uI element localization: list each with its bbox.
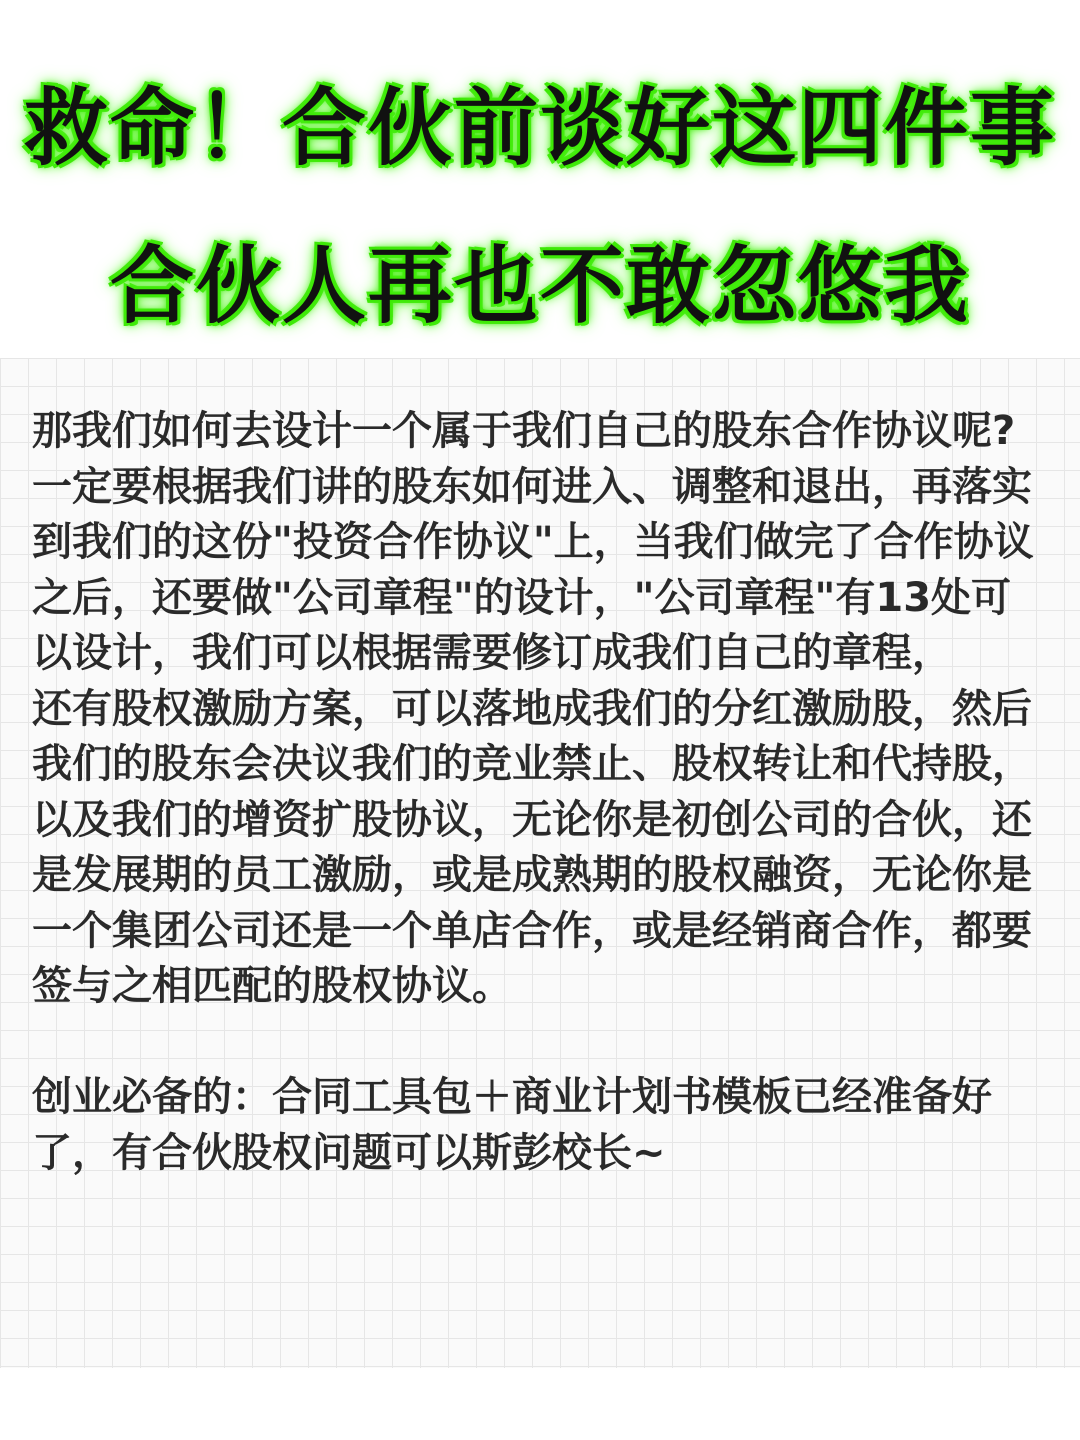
article-body (32, 404, 1042, 1181)
header (0, 0, 1080, 350)
paragraph-incentive: 还有股权激励方案，可以落地成我们的分红激励股，然后我们的股东会决议我们的竞业禁止、股权转让和代持股，以及我们的增资扩股协议，无论你是初创公司的合伙，还是发展期的员工激励，或是成熟期的股权融资，无论你是一个集团公司还是一个单店合作，或是经销商合作，都要签与之相匹配的股权协议。 (32, 685, 1032, 1009)
headline-subtitle: 合伙人再也不敢忽悠我 (109, 237, 970, 335)
paragraph-spacer (32, 1015, 1042, 1071)
paragraph-agreement: 一定要根据我们讲的股东如何进入、调整和退出，再落实到我们的这份"投资合作协议"上，当我们做完了合作协议之后，还要做"公司章程"的设计，"公司章程"有13处可以设计，我们可以根据需要修订成我们自己的章程， (32, 463, 1034, 676)
paragraph-closing: 创业必备的：合同工具包＋商业计划书模板已经准备好了，有合伙股权问题可以斯彭校长~ (32, 1074, 992, 1176)
paragraph-question: 那我们如何去设计一个属于我们自己的股东合作协议呢? (32, 408, 1016, 454)
headline-title: 救命！合伙前谈好这四件事 (23, 79, 1056, 177)
